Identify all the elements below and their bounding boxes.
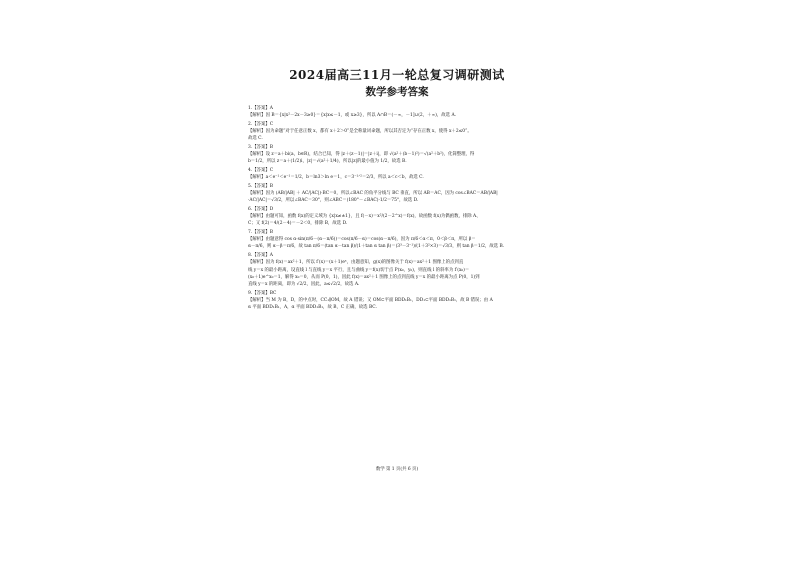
explanation-line: 【解析】设 z＝a＋bi(a，b∈R)，结合已知，得 |z＋(z－1)|＝|z＋i|，即 √(a²＋(b－1)²)＝√(a²＋b²)，化简整理，得: [248, 152, 475, 158]
answer-item: [248, 144, 538, 166]
explanation-line: 直线 y＝x 的距离，即为 √2/2，因此，a≤√2/2，故选 A.: [248, 282, 360, 288]
answer-label: 7.【答案】B: [248, 229, 273, 235]
page-title: 2024届高三11月一轮总复习调研测试: [289, 68, 505, 82]
answer-label: 5.【答案】B: [248, 183, 273, 189]
explanation-line: 【解析】因为 f(x)＝ax²＋1，所以 f′(x)＝(x＋1)eˣ，由题意知，g(x)的图像关于 f(x)＝ax²＋1 图像上的点到直: [248, 260, 464, 266]
explanation-line: 【解析】因 B＝{x|x²－2x－3≥0}＝{x|x≤－1，或 x≥3}，所以 A∩B＝(－∞，－1]∪(2，＋∞)，故选 A.: [248, 113, 457, 119]
explanation-line: 线 y＝x 的最小距离，设直线 l 与直线 y＝x 平行，且与曲线 y＝f(x)切于点 P(x₀，y₀)，则直线 l 的斜率为 f′(x₀)＝: [248, 267, 470, 273]
answer-item: [248, 252, 538, 288]
explanation-line: α－π/6，则 α－β＝π/6，故 tan π/6＝(tan α－tan β)/(1＋tan α tan β)＝(3³－3⁻¹)/(1＋3²×3)＝√3/3，则 tan β＝1/2，故选 B.: [248, 244, 505, 250]
explanation-line: 【解析】因为命题“对于任意正数 x，都有 x＋2＞0”是全称量词命题，所以其否定为“存在正数 x，使得 x＋2≤0”。: [248, 129, 472, 135]
explanation-line: 【解析】当 M 为 B，D，的中点时，CC₁∥OM，故 A 错误；又 OM⊂平面 BDD₁B₁，DD₁⊂平面 BDD₁B₁，故 B 错误；由 A: [248, 297, 493, 303]
explanation-line: α 平面 BDD₁B₁，A，α 平面 BDD₁B₁，故 B，C 正确，故选 BC.: [248, 305, 377, 311]
answer-item: [248, 290, 538, 312]
answer-label: 3.【答案】B: [248, 144, 273, 150]
answer-label: 4.【答案】C: [248, 167, 274, 173]
answer-item: [248, 121, 538, 143]
explanation-line: b＝1/2，所以 z＝a＋(1/2)i，|z|＝√(a²＋1/4)，所以|z|的最小值为 1/2，故选 B.: [248, 159, 407, 165]
answer-label: 8.【答案】A: [248, 252, 273, 258]
explanation-line: 故选 C.: [248, 136, 263, 142]
answer-label: 1.【答案】A: [248, 106, 273, 111]
explanation-line: C；又 f(2)＝4/(2－4)＝－2＜0，排除 B，故选 D.: [248, 221, 348, 227]
answer-list: [248, 105, 538, 313]
answer-label: 2.【答案】C: [248, 121, 274, 127]
explanation-line: 【解析】a＜e⁻¹＜e⁻¹＝1/2，b＝ln3＞ln e＝1，c＝3⁻¹ᐟ²＝2/3，所以 a＜c＜b，故选 C.: [248, 175, 424, 181]
explanation-line: 【解析】因为 (AB/|AB| ＋ AC/|AC|)·BC＝0，所以∠BAC 的角平分线与 BC 垂直，所以 AB＝AC，因为 cos∠BAC＝AB/|AB|: [248, 191, 498, 197]
answer-label: 6.【答案】D: [248, 206, 274, 212]
answer-item: [248, 206, 538, 228]
explanation-line: ·AC/|AC|＝√3/2，所以∠BAC＝30°，则∠ABC＝(180°－∠BAC)·1/2＝75°，故选 D.: [248, 198, 419, 204]
answer-item: [248, 229, 538, 251]
answer-item: [248, 183, 538, 205]
explanation-line: (x₀＋1)e^x₀＝1，解得 x₀＝0，从而 P(0，1)，因此 f(x)＝ax²＋1 图像上的点到直线 y＝x 的最小距离为点 P(0，1)到: [248, 274, 480, 280]
page-footer: 数学 第 1 页(共 6 页): [375, 467, 419, 472]
page-subtitle: 数学参考答案: [365, 86, 429, 98]
answer-item: [248, 105, 538, 120]
answer-item: [248, 167, 538, 182]
explanation-line: 【解析】由题可知，函数 f(x)的定义域为 {x|x≠±1}，且 f(－x)＝x²/(2－2^x)＝f(x)，故函数 f(x)为偶函数，排除 A、: [248, 214, 481, 220]
explanation-line: 【解析】由题意得 cos α·sin(π/6－(α－π/6))＝cos(π/6－α)＝cos(α－π/6)，因为 π/6＜α＜π，0＜β＜π，所以 β＝: [248, 237, 476, 243]
answer-label: 9.【答案】BC: [248, 290, 277, 296]
